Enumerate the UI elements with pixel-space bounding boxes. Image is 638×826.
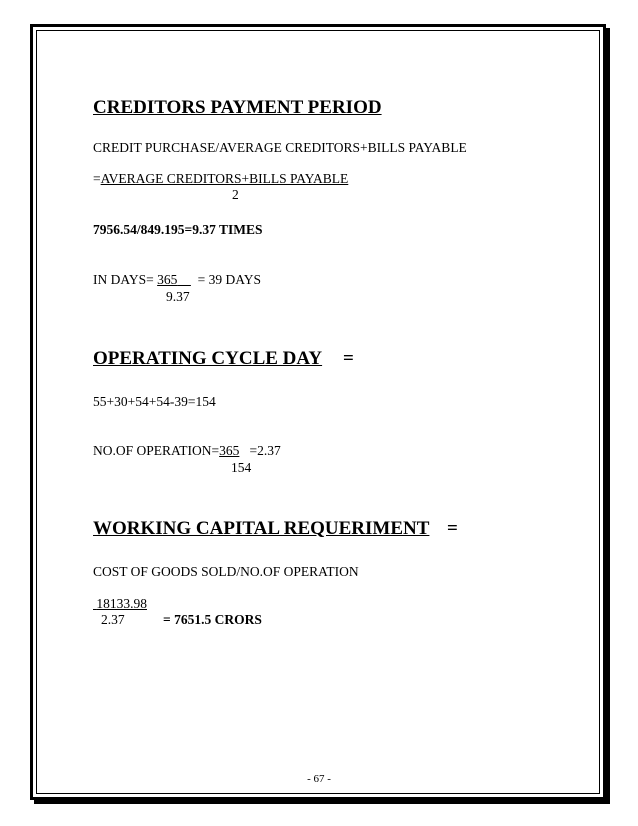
in-days-numerator: 365: [157, 272, 178, 287]
operating-cycle-day-heading: OPERATING CYCLE DAY: [93, 348, 323, 369]
page-number: - 67 -: [307, 773, 331, 785]
in-days-suffix: = 39 DAYS: [197, 272, 262, 287]
in-days-equation: [93, 272, 261, 288]
working-capital-numerator-line: [93, 596, 147, 612]
creditors-formula: CREDIT PURCHASE/AVERAGE CREDITORS+BILLS PAYABLE: [93, 140, 467, 155]
ops-suffix: =2.37: [249, 443, 281, 458]
creditors-result: 7956.54/849.195=9.37 TIMES: [93, 222, 263, 237]
working-capital-requirement-heading: WORKING CAPITAL REQUERIMENT: [93, 518, 430, 539]
ops-denominator: 154: [231, 460, 252, 475]
working-capital-equals: =: [447, 518, 458, 539]
no-of-operation-equation: [93, 443, 281, 459]
working-capital-numerator: 18133.98: [96, 596, 147, 611]
average-eq-prefix: =: [93, 171, 101, 186]
average-numerator: AVERAGE CREDITORS+BILLS PAYABLE: [100, 171, 349, 186]
working-capital-result: = 7651.5 CRORS: [163, 612, 262, 627]
ops-numerator: 365: [219, 443, 240, 458]
ops-prefix: NO.OF OPERATION=: [93, 443, 220, 458]
operating-cycle-equals: =: [343, 348, 354, 369]
in-days-prefix: IN DAYS=: [93, 272, 154, 287]
working-capital-denominator: 2.37: [101, 612, 125, 627]
operating-cycle-sum: 55+30+54+54-39=154: [93, 394, 216, 409]
in-days-denominator: 9.37: [166, 289, 190, 304]
creditors-payment-period-heading: CREDITORS PAYMENT PERIOD: [93, 97, 382, 118]
working-capital-formula: COST OF GOODS SOLD/NO.OF OPERATION: [93, 564, 359, 579]
average-denominator: 2: [232, 187, 239, 202]
average-equation: [93, 171, 348, 187]
